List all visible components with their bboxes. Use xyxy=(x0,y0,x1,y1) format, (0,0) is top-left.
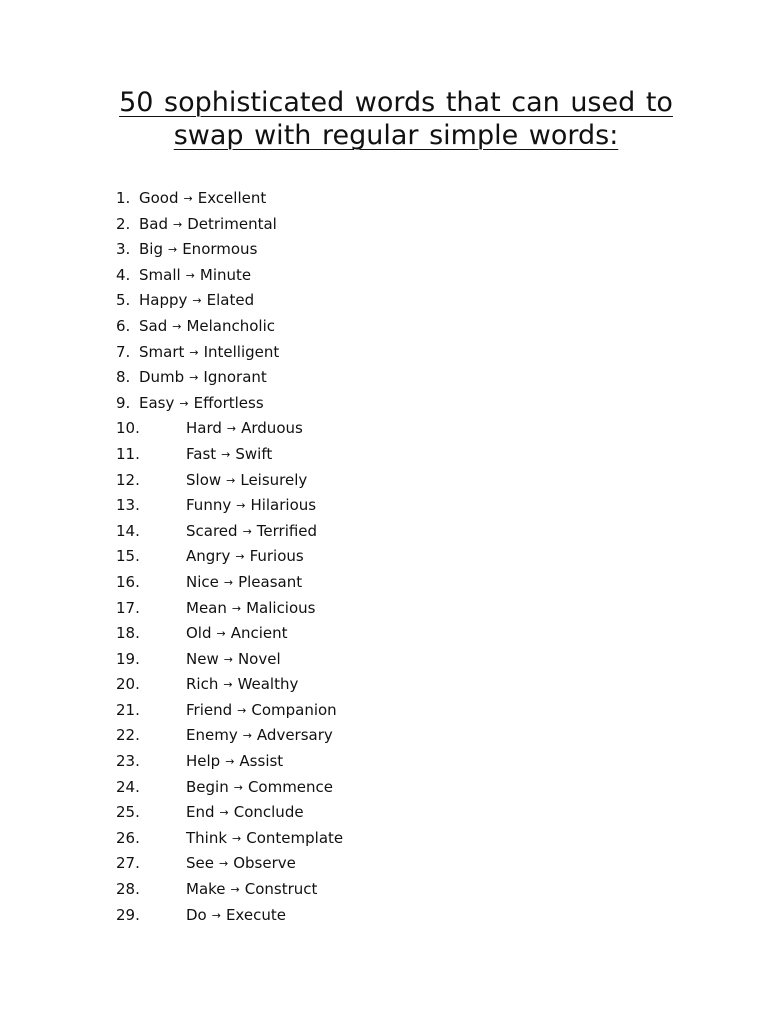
word-pair xyxy=(186,442,272,469)
simple-word: Smart xyxy=(139,342,185,361)
list-item-number: 20. xyxy=(116,675,140,694)
word-pair xyxy=(186,698,337,725)
list-item-number: 15. xyxy=(116,547,140,566)
simple-word: Small xyxy=(139,265,181,284)
list-item-number: 11. xyxy=(116,444,140,463)
simple-word: Sad xyxy=(139,316,168,335)
list-item-number: 9. xyxy=(116,393,131,412)
right-arrow-icon: → xyxy=(179,396,189,410)
word-pair xyxy=(186,647,281,674)
sophisticated-word: Observe xyxy=(233,854,296,873)
right-arrow-icon: → xyxy=(183,192,193,205)
sophisticated-word: Effortless xyxy=(193,393,264,412)
right-arrow-icon: → xyxy=(221,447,231,461)
sophisticated-word: Furious xyxy=(249,547,304,566)
sophisticated-word: Assist xyxy=(239,752,284,771)
right-arrow-icon: → xyxy=(211,908,221,922)
simple-word: Easy xyxy=(139,393,175,412)
word-pair xyxy=(139,365,267,392)
list-item-number: 14. xyxy=(116,521,140,540)
sophisticated-word: Construct xyxy=(244,880,318,899)
list-item-number: 24. xyxy=(116,777,140,796)
right-arrow-icon: → xyxy=(230,883,240,897)
right-arrow-icon: → xyxy=(226,422,237,436)
sophisticated-word: Execute xyxy=(225,905,286,924)
list-item-number: 5. xyxy=(116,291,131,310)
right-arrow-icon: → xyxy=(189,371,199,385)
list-item-number: 10. xyxy=(116,419,140,438)
word-pair xyxy=(139,186,266,213)
right-arrow-icon: → xyxy=(216,627,226,641)
word-pair xyxy=(139,391,264,418)
word-pair xyxy=(186,544,304,571)
word-pair xyxy=(186,877,317,904)
sophisticated-word: Adversary xyxy=(256,726,333,745)
right-arrow-icon: → xyxy=(237,703,247,717)
word-pair xyxy=(186,519,317,546)
list-item-number: 23. xyxy=(116,752,140,771)
simple-word: Bad xyxy=(139,214,169,233)
right-arrow-icon: → xyxy=(233,780,243,794)
list-item-number: 21. xyxy=(116,700,140,719)
list-item-number: 2. xyxy=(116,214,131,233)
simple-word: Angry xyxy=(186,547,231,566)
right-arrow-icon: → xyxy=(219,806,229,820)
right-arrow-icon: → xyxy=(192,294,202,308)
word-pair xyxy=(186,851,296,878)
simple-word: Begin xyxy=(186,777,229,796)
right-arrow-icon: → xyxy=(242,729,252,743)
sophisticated-word: Enormous xyxy=(182,240,258,259)
simple-word: Nice xyxy=(186,572,219,591)
list-item-number: 28. xyxy=(116,880,140,899)
right-arrow-icon: → xyxy=(225,755,235,769)
right-arrow-icon: → xyxy=(235,550,245,564)
list-item-number: 22. xyxy=(116,726,140,745)
sophisticated-word: Novel xyxy=(237,649,281,668)
sophisticated-word: Elated xyxy=(206,291,255,310)
sophisticated-word: Malicious xyxy=(246,598,316,617)
simple-word: Make xyxy=(186,880,226,899)
list-item-number: 7. xyxy=(116,342,131,361)
sophisticated-word: Ignorant xyxy=(203,368,267,387)
list-item-number: 12. xyxy=(116,470,140,489)
list-item-number: 16. xyxy=(116,572,140,591)
simple-word: Help xyxy=(186,752,221,771)
right-arrow-icon: → xyxy=(189,345,199,359)
word-pair xyxy=(139,314,275,341)
right-arrow-icon: → xyxy=(223,575,234,589)
word-pair xyxy=(186,621,288,648)
sophisticated-word: Terrified xyxy=(256,521,318,540)
word-pair xyxy=(186,672,298,699)
sophisticated-word: Melancholic xyxy=(186,316,276,335)
right-arrow-icon: → xyxy=(242,524,252,538)
simple-word: Friend xyxy=(186,700,233,719)
word-pair xyxy=(139,288,254,315)
simple-word: Think xyxy=(186,828,228,847)
sophisticated-word: Intelligent xyxy=(203,342,280,361)
right-arrow-icon: → xyxy=(218,857,229,871)
list-item-number: 17. xyxy=(116,598,140,617)
sophisticated-word: Leisurely xyxy=(240,470,308,489)
sophisticated-word: Minute xyxy=(199,265,252,284)
sophisticated-word: Excellent xyxy=(197,189,267,207)
right-arrow-icon: → xyxy=(231,601,242,615)
simple-word: New xyxy=(186,649,219,668)
sophisticated-word: Ancient xyxy=(230,624,288,643)
word-pair xyxy=(186,775,333,802)
right-arrow-icon: → xyxy=(226,473,236,487)
word-pair xyxy=(186,826,343,853)
word-pair xyxy=(139,340,279,367)
simple-word: Enemy xyxy=(186,726,238,745)
sophisticated-word: Wealthy xyxy=(237,675,299,694)
list-item-number: 29. xyxy=(116,905,140,924)
simple-word: Dumb xyxy=(139,368,185,387)
sophisticated-word: Arduous xyxy=(241,419,303,438)
simple-word: Slow xyxy=(186,470,222,489)
simple-word: Old xyxy=(186,624,212,643)
sophisticated-word: Detrimental xyxy=(187,214,277,233)
word-pair xyxy=(186,468,307,495)
right-arrow-icon: → xyxy=(185,268,195,282)
simple-word: Do xyxy=(186,905,207,924)
word-pair xyxy=(186,570,302,597)
word-pair xyxy=(186,723,333,750)
list-item-number: 19. xyxy=(116,649,140,668)
simple-word: End xyxy=(186,803,215,822)
word-pair xyxy=(139,212,277,239)
sophisticated-word: Swift xyxy=(235,444,273,463)
sophisticated-word: Pleasant xyxy=(238,572,303,591)
document-title: 50 sophisticated words that can used to swap with regular simple words: xyxy=(119,87,673,151)
right-arrow-icon: → xyxy=(223,652,233,666)
simple-word: Good xyxy=(139,189,179,207)
list-item-number: 8. xyxy=(116,368,131,387)
sophisticated-word: Hilarious xyxy=(250,496,317,515)
right-arrow-icon: → xyxy=(172,319,182,333)
sophisticated-word: Companion xyxy=(251,700,337,719)
list-item-number: 26. xyxy=(116,828,140,847)
simple-word: Hard xyxy=(186,419,222,438)
list-item-number: 4. xyxy=(116,265,131,284)
simple-word: Scared xyxy=(186,521,238,540)
simple-word: Big xyxy=(139,240,163,259)
right-arrow-icon: → xyxy=(173,217,183,231)
list-item-number: 3. xyxy=(116,240,131,259)
list-item-number: 13. xyxy=(116,496,140,515)
simple-word: Rich xyxy=(186,675,219,694)
word-pair xyxy=(186,903,286,930)
sophisticated-word: Conclude xyxy=(233,803,304,822)
word-pair xyxy=(186,596,315,623)
word-pair xyxy=(139,237,257,264)
right-arrow-icon: → xyxy=(232,831,242,845)
word-pair xyxy=(186,749,283,776)
simple-word: Mean xyxy=(186,598,227,617)
sophisticated-word: Commence xyxy=(247,777,334,796)
simple-word: Funny xyxy=(186,496,232,515)
simple-word: See xyxy=(186,854,214,873)
simple-word: Happy xyxy=(139,291,188,310)
word-pair xyxy=(139,263,251,290)
word-pair xyxy=(186,800,304,827)
list-item-number: 25. xyxy=(116,803,140,822)
list-item-number: 18. xyxy=(116,624,140,643)
right-arrow-icon: → xyxy=(223,678,233,692)
right-arrow-icon: → xyxy=(167,243,178,257)
list-item-number: 1. xyxy=(116,189,131,207)
word-pair xyxy=(186,493,316,520)
list-item-number: 27. xyxy=(116,854,140,873)
word-pair xyxy=(186,416,303,443)
list-item-number: 6. xyxy=(116,316,131,335)
right-arrow-icon: → xyxy=(236,499,246,513)
sophisticated-word: Contemplate xyxy=(246,828,344,847)
simple-word: Fast xyxy=(186,444,217,463)
